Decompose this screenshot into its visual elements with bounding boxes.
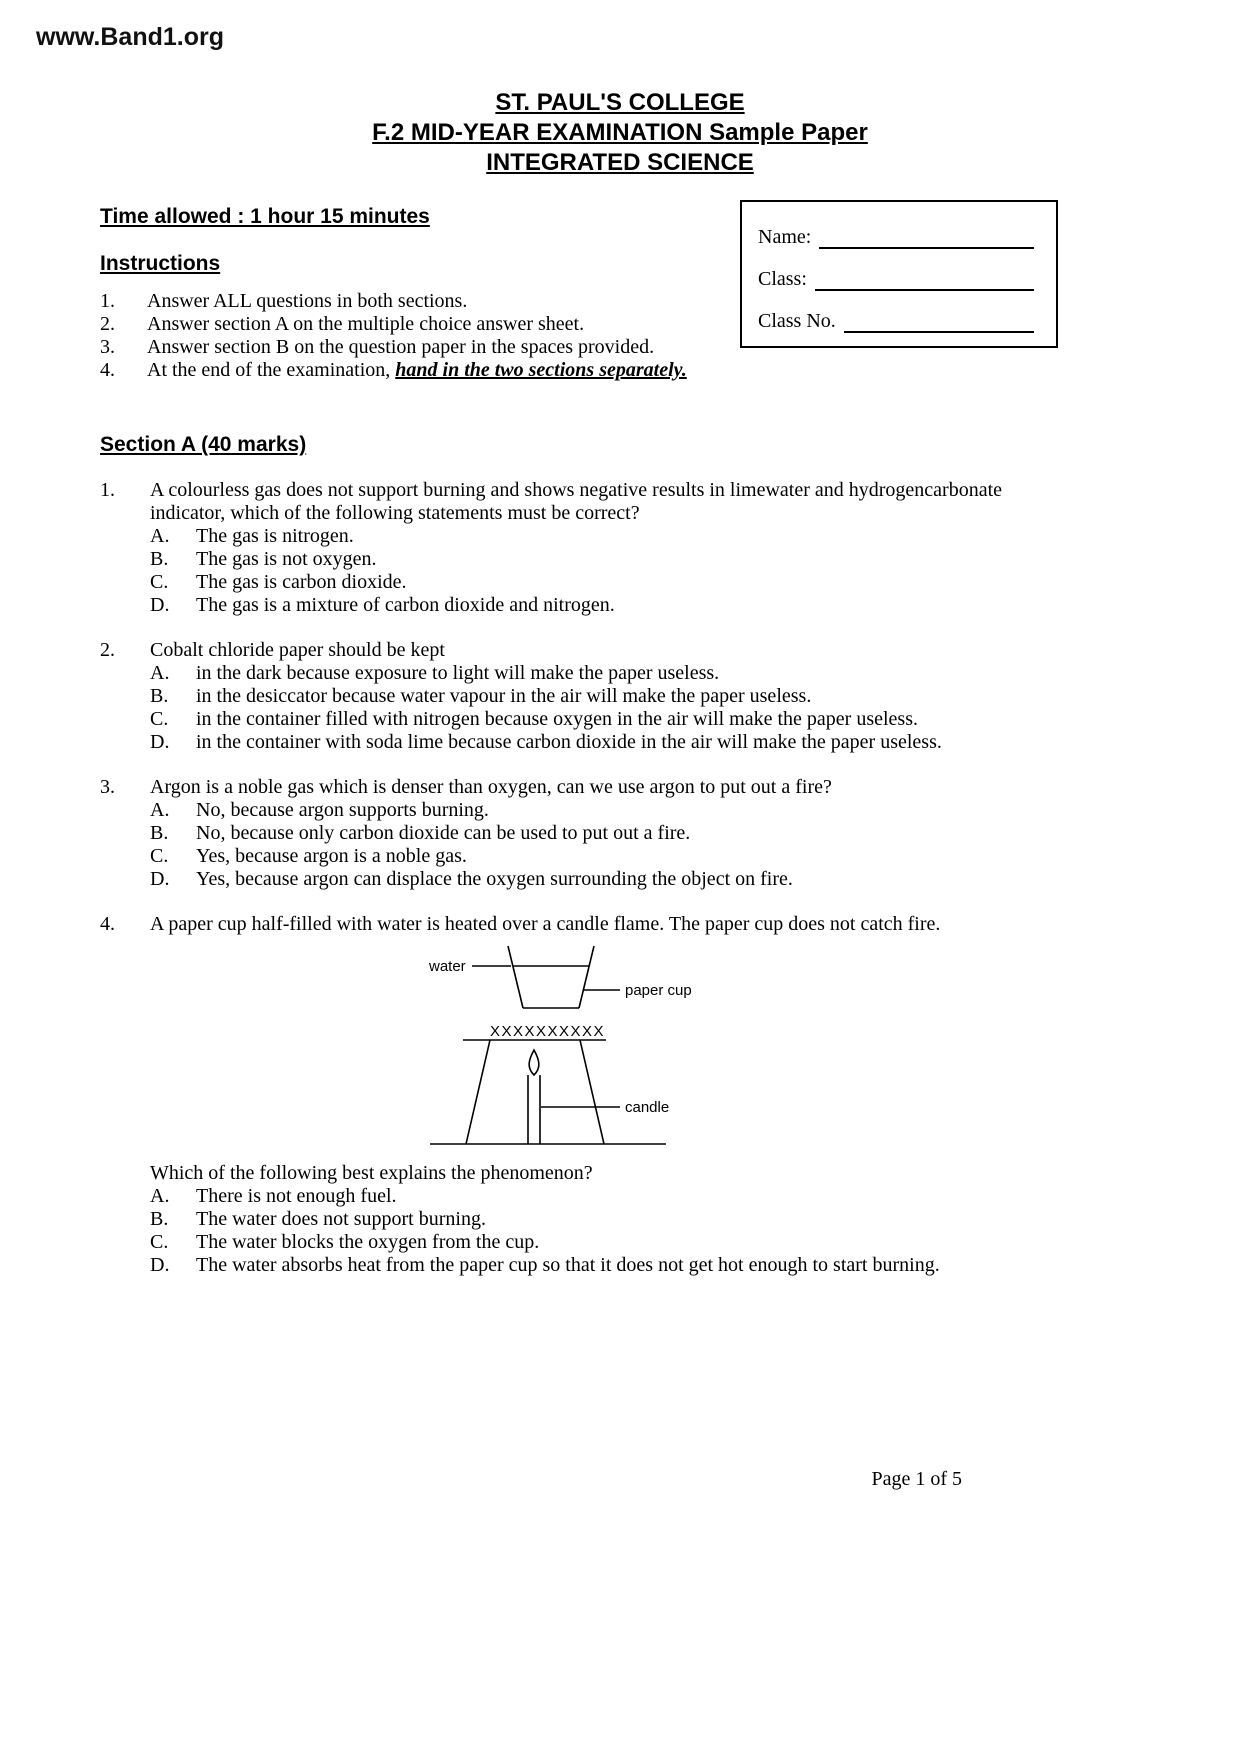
option-letter: A. xyxy=(150,799,170,821)
question-number: 4. xyxy=(100,913,115,935)
question-block-2 xyxy=(100,639,1140,754)
section-a-heading-text: Section A (40 marks) xyxy=(100,433,307,456)
option-row xyxy=(150,662,1140,685)
option-row xyxy=(150,1231,1140,1254)
question-block-3 xyxy=(100,776,1140,891)
question-number: 3. xyxy=(100,776,115,798)
question-subtext: Which of the following best explains the phenomenon? xyxy=(150,1162,593,1184)
option-row xyxy=(150,731,1140,754)
option-text: Yes, because argon is a noble gas. xyxy=(196,845,467,867)
option-letter: A. xyxy=(150,525,170,547)
instruction-text: Answer section A on the multiple choice answer sheet. xyxy=(147,313,585,335)
question-block-4 xyxy=(100,913,1140,1277)
cup-left-side xyxy=(508,946,523,1008)
option-letter: B. xyxy=(150,1208,169,1230)
option-letter: A. xyxy=(150,662,170,684)
option-row xyxy=(150,708,1140,731)
option-letter: B. xyxy=(150,822,169,844)
time-allowed-text: Time allowed : 1 hour 15 minutes xyxy=(100,205,430,228)
option-text: No, because only carbon dioxide can be used to put out a fire. xyxy=(196,822,691,844)
name-fill-line xyxy=(819,247,1034,249)
name-box xyxy=(740,200,1058,348)
title-college xyxy=(0,88,1240,118)
option-row xyxy=(150,822,1140,845)
option-text: The water does not support burning. xyxy=(196,1208,486,1230)
candle-label: candle xyxy=(625,1099,670,1116)
paper-cup-label: paper cup xyxy=(625,982,692,999)
title-exam-text: F.2 MID-YEAR EXAMINATION Sample Paper xyxy=(372,119,868,146)
option-letter: C. xyxy=(150,845,169,867)
instruction-number: 2. xyxy=(100,313,115,335)
option-letter: D. xyxy=(150,731,170,753)
section-a-heading xyxy=(100,432,1140,457)
option-text: The gas is nitrogen. xyxy=(196,525,354,547)
question-number: 1. xyxy=(100,479,115,501)
option-letter: A. xyxy=(150,1185,170,1207)
instruction-number: 1. xyxy=(100,290,115,312)
option-row xyxy=(150,525,1140,548)
water-label: water xyxy=(429,958,466,975)
title-exam xyxy=(0,118,1240,148)
option-row xyxy=(150,571,1140,594)
option-letter: D. xyxy=(150,1254,170,1276)
option-row xyxy=(150,1254,1140,1277)
option-row xyxy=(150,799,1140,822)
document-body xyxy=(0,204,1240,1277)
option-letter: D. xyxy=(150,868,170,890)
option-row xyxy=(150,594,1140,617)
option-row xyxy=(150,685,1140,708)
class-fill-line xyxy=(815,289,1034,291)
class-no-row xyxy=(758,298,1040,340)
class-no-label: Class No. xyxy=(758,310,836,332)
flame-icon xyxy=(529,1050,539,1075)
option-text: in the container filled with nitrogen because oxygen in the air will make the paper useless. xyxy=(196,708,918,730)
option-row xyxy=(150,845,1140,868)
option-row xyxy=(150,868,1140,891)
instruction-text: Answer section B on the question paper in the spaces provided. xyxy=(147,336,655,358)
name-row xyxy=(758,214,1040,256)
name-label: Name: xyxy=(758,226,812,248)
option-text: The gas is a mixture of carbon dioxide and nitrogen. xyxy=(196,594,615,616)
question-text: Cobalt chloride paper should be kept xyxy=(150,639,445,661)
class-no-fill-line xyxy=(844,331,1034,333)
option-row xyxy=(150,1185,1140,1208)
cup-right-side xyxy=(579,946,594,1008)
option-text: The gas is carbon dioxide. xyxy=(196,571,407,593)
option-letter: D. xyxy=(150,594,170,616)
option-text: The water blocks the oxygen from the cup. xyxy=(196,1231,540,1253)
class-label: Class: xyxy=(758,268,807,290)
instruction-item xyxy=(100,359,1140,382)
stand-right-leg xyxy=(580,1040,604,1144)
option-text: Yes, because argon can displace the oxygen surrounding the object on fire. xyxy=(196,868,793,890)
option-letter: B. xyxy=(150,548,169,570)
stand-left-leg xyxy=(466,1040,490,1144)
question-text: A paper cup half-filled with water is heated over a candle flame. The paper cup does not catch fire. xyxy=(150,913,941,935)
question-number: 2. xyxy=(100,639,115,661)
instruction-text xyxy=(147,359,687,382)
page-number: Page 1 of 5 xyxy=(871,1468,962,1490)
watermark-url: www.Band1.org xyxy=(36,23,224,51)
instruction-text: Answer ALL questions in both sections. xyxy=(147,290,468,312)
option-letter: B. xyxy=(150,685,169,707)
title-college-text: ST. PAUL'S COLLEGE xyxy=(495,89,745,116)
option-text: in the desiccator because water vapour in the air will make the paper useless. xyxy=(196,685,812,707)
candle-cup-diagram xyxy=(428,944,708,1156)
option-text: There is not enough fuel. xyxy=(196,1185,397,1207)
option-row xyxy=(150,548,1140,571)
title-subject-text: INTEGRATED SCIENCE xyxy=(486,149,754,176)
option-text: in the dark because exposure to light will make the paper useless. xyxy=(196,662,720,684)
question-text: A colourless gas does not support burning and shows negative results in limewater and hydrogencarbonate indicator, which of the following statements must be correct? xyxy=(150,479,1003,524)
option-letter: C. xyxy=(150,1231,169,1253)
instruction-number: 4. xyxy=(100,359,115,381)
title-subject xyxy=(0,148,1240,178)
option-text: in the container with soda lime because carbon dioxide in the air will make the paper useless. xyxy=(196,731,942,753)
option-text: No, because argon supports burning. xyxy=(196,799,489,821)
option-row xyxy=(150,1208,1140,1231)
instructions-heading-text: Instructions xyxy=(100,252,221,275)
question-block-1 xyxy=(100,479,1140,617)
option-letter: C. xyxy=(150,708,169,730)
instruction-text-prefix: At the end of the examination, xyxy=(147,359,396,381)
instruction-text-emphasis: hand in the two sections separately. xyxy=(395,359,687,381)
option-text: The gas is not oxygen. xyxy=(196,548,377,570)
gauze-marks: XXXXXXXXXX xyxy=(490,1023,606,1040)
question-text: Argon is a noble gas which is denser than oxygen, can we use argon to put out a fire? xyxy=(150,776,832,798)
instruction-number: 3. xyxy=(100,336,115,358)
option-letter: C. xyxy=(150,571,169,593)
option-text: The water absorbs heat from the paper cup so that it does not get hot enough to start burning. xyxy=(196,1254,940,1276)
class-row xyxy=(758,256,1040,298)
